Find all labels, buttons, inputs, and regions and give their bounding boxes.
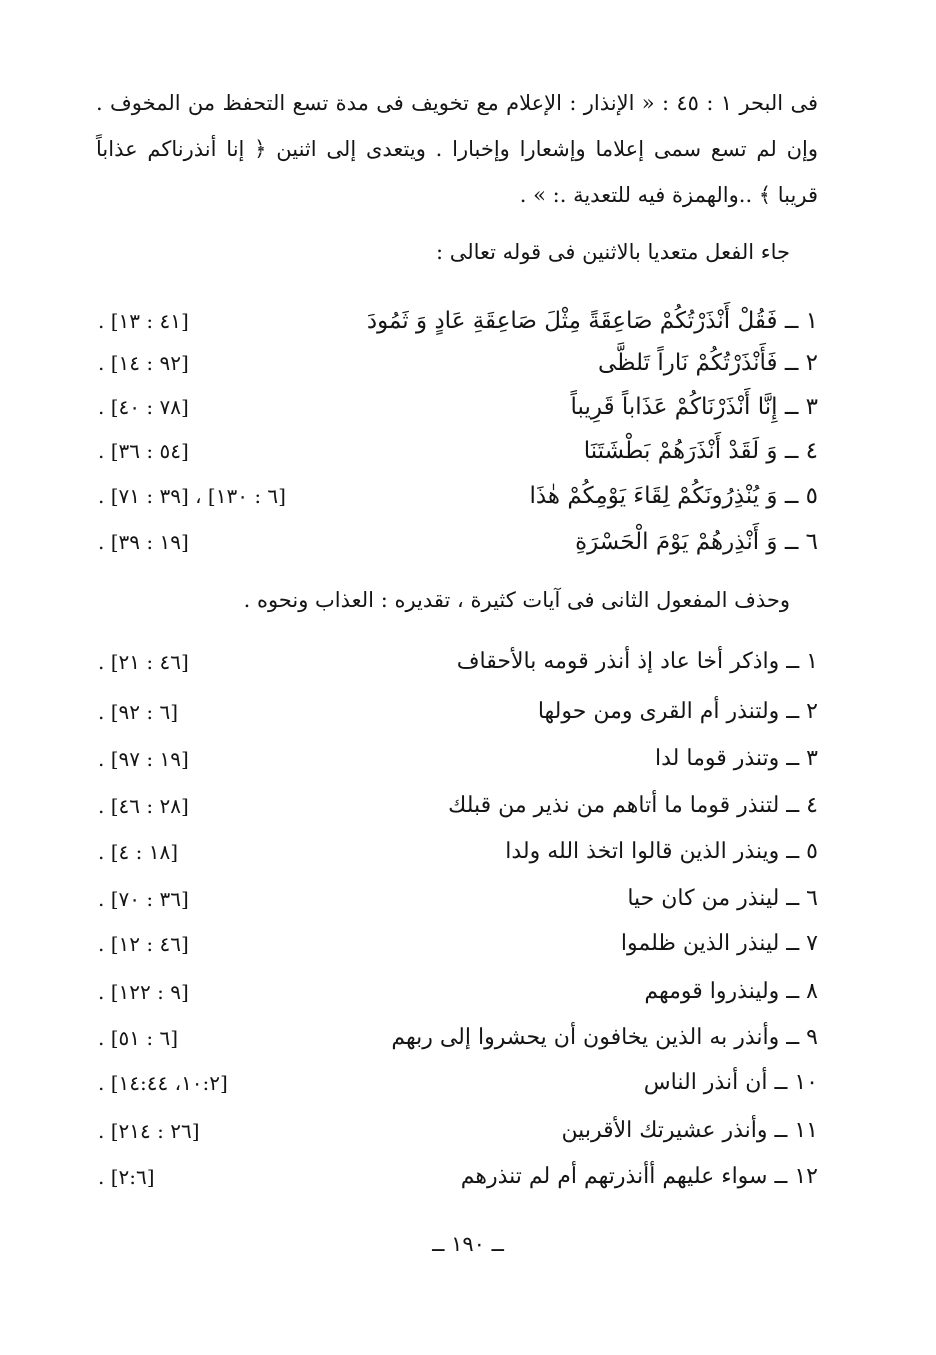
verse-entry [0, 640, 936, 684]
verse-text: ٣ ــ وتنذر قوما لدا [655, 746, 818, 771]
verse-reference: [٢٦ : ٢١٤] . [98, 1119, 200, 1143]
verse-text: ٦ ــ وَ أَنْذِرهُمْ يَوْمَ الْحَسْرَةِ [575, 529, 818, 555]
verse-reference: [٥٤ : ٣٦] . [98, 439, 189, 463]
page-number: ــ ١٩٠ ــ [432, 1232, 504, 1256]
verse-reference: [٦ : ١٣٠] ، [٣٩ : ٧١] . [98, 484, 286, 508]
verse-text: ١ ــ فَقُلْ أَنْذَرْتُكُمْ صَاعِقَةً مِثْلَ صَاعِقَةِ عَادٍ وَ ثَمُودَ [366, 308, 818, 334]
verse-entry [0, 520, 936, 564]
verse-text: ٧ ــ لينذر الذين ظلموا [620, 931, 818, 956]
verse-entry [0, 830, 936, 874]
verse-entry [0, 784, 936, 828]
definition-paragraph: فى البحر ١ : ٤٥ : « الإنذار : الإعلام مع تخويف فى مدة تسع التحفظ من المخوف . وإن لم تسع سمى إعلاما وإشعارا وإخبارا . ويتعدى إلى اثنين ﴿ إنا أنذرناكم عذاباً قريبا ﴾ ..والهمزة فيه للتعدية .: » . [96, 91, 818, 207]
verse-text: ٤ ــ لتنذر قوما ما أتاهم من نذير من قبلك [448, 793, 818, 818]
verse-entry [0, 429, 936, 473]
verse-text: ٩ ــ وأنذر به الذين يخافون أن يحشروا إلى ربهم [391, 1025, 818, 1050]
verse-reference: [٢٨ : ٤٦] . [98, 794, 189, 818]
verse-entry [0, 1155, 936, 1199]
verse-text: ٥ ــ وينذر الذين قالوا اتخذ الله ولدا [505, 839, 818, 864]
verse-text: ٥ ــ وَ يُنْذِرُونَكُمْ لِقَاءَ يَوْمِكُمْ هٰذَا [529, 483, 818, 509]
verse-entry [0, 474, 936, 518]
verse-text: ٦ ــ لينذر من كان حيا [627, 886, 818, 911]
verse-text: ٤ ــ وَ لَقَدْ أَنْذَرَهُمْ بَطْشَتَنَا [583, 438, 818, 464]
verse-entry [0, 341, 936, 385]
verse-reference: [٧٨ : ٤٠] . [98, 395, 189, 419]
verse-reference: [١٨ : ٤] . [98, 840, 179, 864]
verse-reference: [٢:٦] . [98, 1165, 155, 1189]
verse-reference: [١٩ : ٩٧] . [98, 747, 189, 771]
verse-entry [0, 970, 936, 1014]
verse-entry [0, 922, 936, 966]
verse-entry [0, 1016, 936, 1060]
verse-entry [0, 1061, 936, 1105]
verse-text: ١١ ــ وأنذر عشيرتك الأقربين [561, 1118, 818, 1143]
verse-reference: [١٩ : ٣٩] . [98, 530, 189, 554]
verse-entry [0, 877, 936, 921]
verse-reference: [٩ : ١٢٢] . [98, 980, 189, 1004]
verse-reference: [١٠:٢، ١٤:٤٤] . [98, 1071, 228, 1095]
verse-entry [0, 1109, 936, 1153]
verse-reference: [٤٦ : ١٢] . [98, 932, 189, 956]
verse-text: ٣ ــ إِنَّا أَنْذَرْنَاكُمْ عَذَاباً قَرِيباً [570, 394, 818, 420]
verse-text: ٢ ــ فَأَنْذَرْتُكُمْ نَاراً تَلظَّى [597, 350, 818, 376]
verse-reference: [٤٦ : ٢١] . [98, 650, 189, 674]
verse-reference: [٩٢ : ١٤] . [98, 351, 189, 375]
verse-reference: [٦ : ٩٢] . [98, 700, 179, 724]
verse-reference: [٤١ : ١٣] . [98, 309, 189, 333]
verse-reference: [٦ : ٥١] . [98, 1026, 179, 1050]
verse-entry [0, 385, 936, 429]
section-intro-omitted-object: وحذف المفعول الثانى فى آيات كثيرة ، تقديره : العذاب ونحوه . [243, 588, 790, 612]
verse-text: ١٠ ــ أن أنذر الناس [643, 1070, 818, 1095]
verse-entry [0, 737, 936, 781]
verse-entry [0, 299, 936, 343]
verse-reference: [٣٦ : ٧٠] . [98, 887, 189, 911]
verse-text: ١ ــ واذكر أخا عاد إذ أنذر قومه بالأحقاف [456, 649, 818, 674]
verse-text: ٨ ــ ولينذروا قومهم [644, 979, 818, 1004]
verse-entry [0, 690, 936, 734]
verse-text: ٢ ــ ولتنذر أم القرى ومن حولها [537, 699, 818, 724]
verse-text: ١٢ ــ سواء عليهم أأنذرتهم أم لم تنذرهم [460, 1164, 818, 1189]
section-intro-transitive: جاء الفعل متعديا بالاثنين فى قوله تعالى : [435, 240, 790, 264]
